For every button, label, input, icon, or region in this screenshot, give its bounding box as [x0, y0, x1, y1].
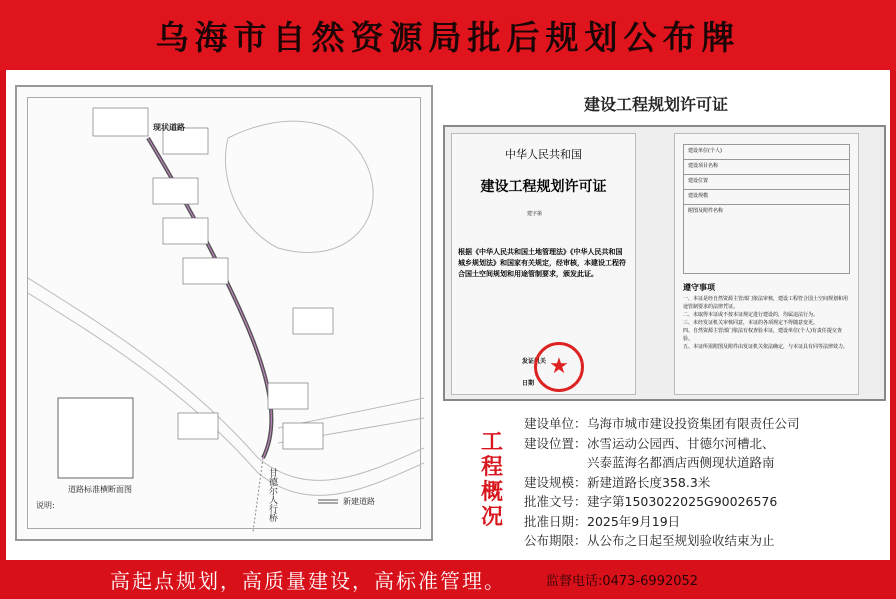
slogan: 高起点规划，高质量建设，高标准管理。	[110, 569, 506, 593]
note-item: 五、本证所需附图及附件由发证机关依法确定，与本证具有同等法律效力。	[683, 344, 849, 350]
info-value: 乌海市城市建设投资集团有限责任公司	[587, 416, 800, 431]
certificate-table	[683, 144, 850, 274]
info-value: 兴泰蓝海名都酒店西侧现状道路南	[587, 455, 775, 470]
info-value: 从公布之日起至规划验收结束为止	[587, 533, 775, 548]
section-title: 道路标准横断面图	[68, 485, 132, 494]
info-value: 2025年9月19日	[587, 513, 681, 529]
country-name: 中华人民共和国	[505, 148, 582, 161]
legend-new-road: 新建道路	[343, 497, 375, 506]
row-label: 附图及附件名称	[688, 208, 724, 214]
notice-board	[6, 70, 890, 560]
date-label: 日期	[522, 380, 535, 387]
footer-banner	[0, 560, 896, 599]
info-label: 建设位置：	[524, 435, 587, 451]
row-label: 建设单位(个人)	[688, 148, 722, 154]
info-value: 新建道路长度358.3米	[587, 474, 711, 490]
certificate-left-page	[451, 133, 636, 395]
permit-certificate-image	[443, 125, 886, 401]
certificate-body: 根据《中华人民共和国土地管理法》《中华人民共和国城乡规划法》和国家有关规定，经审核，本建设工程符合国土空间规划和用途管制要求，颁发此证。	[458, 248, 626, 278]
certificate-number: 建字第	[527, 211, 543, 217]
certificate-heading: 建设工程规划许可证	[583, 95, 728, 114]
notes-heading: 遵守事项	[683, 283, 715, 292]
info-label: 公布期限：	[524, 533, 587, 548]
certificate-title: 建设工程规划许可证	[480, 179, 607, 195]
overview-title: 工程概况	[481, 430, 504, 530]
overview-info	[524, 414, 800, 551]
note-item: 四、自然资源主管部门依法有权查验本证，建设单位(个人)有责任提交查验。	[683, 328, 842, 342]
existing-road-label: 现状道路	[153, 123, 185, 132]
page-title: 乌海市自然资源局批后规划公布牌	[155, 17, 741, 57]
note-item: 二、未取得本证或不按本证规定进行建设的，均属违法行为。	[683, 312, 819, 318]
info-label: 批准文号：	[524, 494, 587, 509]
header-banner	[0, 0, 896, 70]
info-value: 冰雪运动公园西、甘德尔河槽北、	[587, 435, 775, 451]
info-value: 建字第1503022025G90026576	[587, 494, 778, 509]
info-label: 建设规模：	[524, 474, 587, 490]
note-item: 一、本证是经自然资源主管部门依法审核，建设工程符合国土空间规划和用途管制要求的法律凭证。	[683, 296, 849, 310]
official-seal-icon: ★	[534, 342, 584, 392]
supervision-phone: 监督电话:0473-6992052	[546, 574, 699, 589]
row-label: 建设项目名称	[688, 163, 719, 169]
info-label: 批准日期：	[524, 513, 587, 529]
info-label: 建设单位：	[524, 416, 587, 431]
site-plan-map	[15, 85, 433, 541]
note-item: 三、未经发证机关审核同意，本证的各项规定不得随意变更。	[683, 320, 819, 326]
map-drawing	[28, 98, 424, 532]
issuer-label: 发证机关	[522, 358, 547, 365]
certificate-right-page	[674, 133, 859, 395]
row-label: 建设规模	[688, 193, 709, 199]
notes-title: 说明:	[36, 501, 55, 510]
row-label: 建设位置	[688, 178, 709, 184]
bridge-label: 甘德尔人行桥	[267, 468, 277, 522]
